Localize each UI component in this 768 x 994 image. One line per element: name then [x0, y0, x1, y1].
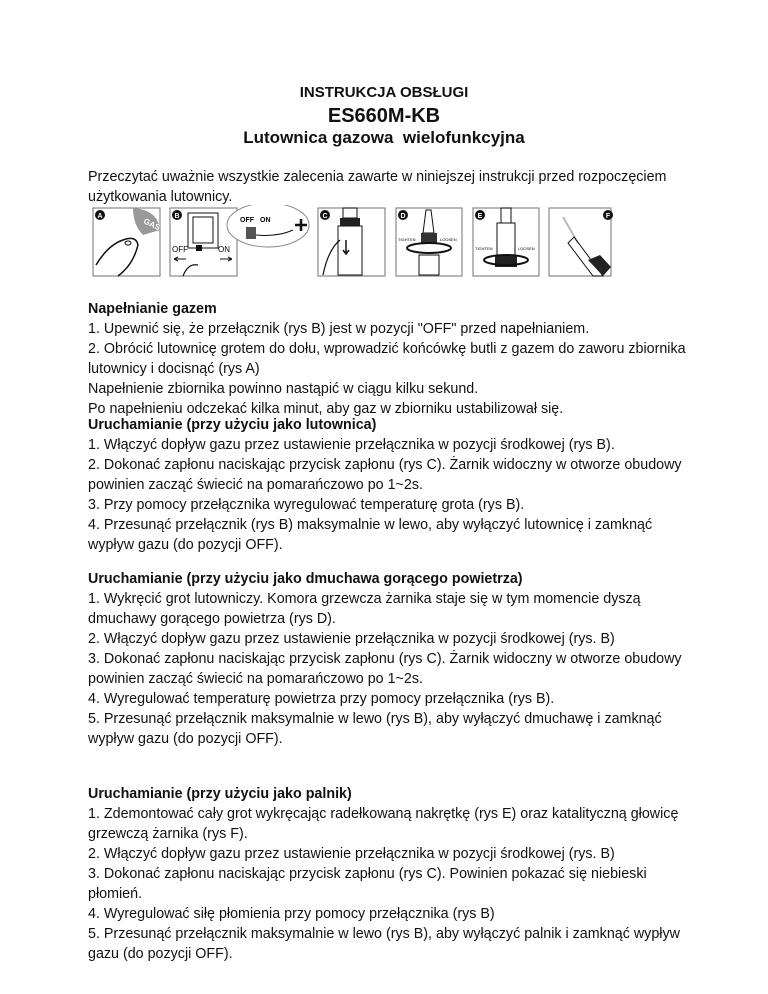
tighten-label: TIGHTEN — [398, 237, 416, 242]
intro-text: Przeczytać uważnie wszystkie zalecenia zawarte w niniejszej instrukcji przed rozpoczęciem użytkowania lutownicy. — [88, 169, 667, 205]
bubble-on-label: ON — [260, 217, 271, 224]
instruction-illustrations — [88, 205, 668, 285]
instruction-line: 1. Włączyć dopływ gazu przez ustawienie przełącznika w pozycji środkowej (rys B). — [88, 437, 615, 453]
section-soldering-iron — [88, 415, 688, 555]
instruction-line: 2. Dokonać zapłonu naciskając przycisk zapłonu (rys C). Żarnik widoczny w otworze obudowy powinien zacząć świecić na pomarańczowo po 1~2s. — [88, 457, 682, 493]
instruction-line: 3. Przy pomocy przełącznika wyregulować temperaturę grota (rys B). — [88, 497, 525, 513]
bubble-off-label: OFF — [240, 217, 254, 224]
on-label: ON — [218, 245, 230, 254]
instruction-line: Napełnienie zbiornika powinno nastąpić w ciągu kilku sekund. — [88, 381, 479, 397]
instruction-line: 4. Wyregulować siłę płomienia przy pomocy przełącznika (rys B) — [88, 906, 495, 922]
panel-b — [170, 205, 309, 276]
instruction-line: 1. Upewnić się, że przełącznik (rys B) jest w pozycji "OFF" przed napełnianiem. — [88, 321, 590, 337]
section-heading: Uruchamianie (przy użyciu jako palnik) — [88, 786, 352, 802]
off-label: OFF — [172, 245, 188, 254]
gas-label: GAS — [142, 216, 162, 233]
panel-letter: E — [477, 213, 483, 220]
section-heading: Uruchamianie (przy użyciu jako dmuchawa gorącego powietrza) — [88, 571, 523, 587]
panel-letter: D — [400, 213, 406, 220]
instruction-line: 4. Wyregulować temperaturę powietrza przy pomocy przełącznika (rys B). — [88, 691, 555, 707]
panel-e — [473, 208, 539, 276]
panel-letter: B — [174, 213, 180, 220]
panel-letter: F — [605, 213, 611, 220]
panel-letter: C — [322, 213, 328, 220]
section-gas-filling — [88, 299, 688, 419]
instruction-line: 5. Przesunąć przełącznik maksymalnie w lewo (rys B), aby wyłączyć dmuchawę i zamknąć wypływ gazu (do pozycji OFF). — [88, 711, 662, 747]
model-number: ES660M-KB — [327, 105, 441, 127]
section-hot-air-blower — [88, 569, 688, 749]
panel-a — [93, 208, 162, 276]
loosen-label: LOOSEN — [518, 246, 535, 251]
section-heading: Napełnianie gazem — [88, 301, 217, 317]
instruction-line: 3. Dokonać zapłonu naciskając przycisk zapłonu (rys C). Powinien pokazać się niebieski płomień. — [88, 866, 647, 902]
panel-c — [318, 208, 385, 276]
section-heading: Uruchamianie (przy użyciu jako lutownica) — [88, 417, 377, 433]
instruction-line: 2. Włączyć dopływ gazu przez ustawienie przełącznika w pozycji środkowej (rys. B) — [88, 631, 615, 647]
panel-f — [549, 208, 613, 276]
panel-letter: A — [97, 213, 103, 220]
document-subtitle: Lutownica gazowa wielofunkcyjna — [243, 128, 525, 147]
loosen-label: LOOSEN — [440, 237, 457, 242]
instruction-line: 5. Przesunąć przełącznik maksymalnie w lewo (rys B), aby wyłączyć palnik i zamknąć wypływ gazu (do pozycji OFF). — [88, 926, 680, 962]
instruction-line: 1. Zdemontować cały grot wykręcając radełkowaną nakrętkę (rys E) oraz katalityczną głowicę grzewczą żarnika (rys F). — [88, 806, 679, 842]
document-title: INSTRUKCJA OBSŁUGI — [299, 84, 469, 101]
section-torch — [88, 784, 688, 964]
tighten-label: TIGHTEN — [475, 246, 493, 251]
instruction-line: 3. Dokonać zapłonu naciskając przycisk zapłonu (rys C). Żarnik widoczny w otworze obudowy powinien zacząć świecić na pomarańczowo po 1~2s. — [88, 651, 682, 687]
instruction-line: 1. Wykręcić grot lutowniczy. Komora grzewcza żarnika staje się w tym momencie dyszą dmuchawy gorącego powietrza (rys D). — [88, 591, 641, 627]
instruction-line: 4. Przesunąć przełącznik (rys B) maksymalnie w lewo, aby wyłączyć lutownicę i zamknąć wypływ gazu (do pozycji OFF). — [88, 517, 653, 553]
instruction-line: 2. Obrócić lutownicę grotem do dołu, wprowadzić końcówkę butli z gazem do zaworu zbiornika lutownicy i docisnąć (rys A) — [88, 341, 686, 377]
panel-d — [396, 208, 462, 276]
instruction-line: 2. Włączyć dopływ gazu przez ustawienie przełącznika w pozycji środkowej (rys. B) — [88, 846, 615, 862]
instruction-line: Po napełnieniu odczekać kilka minut, aby gaz w zbiorniku ustabilizował się. — [88, 401, 564, 417]
